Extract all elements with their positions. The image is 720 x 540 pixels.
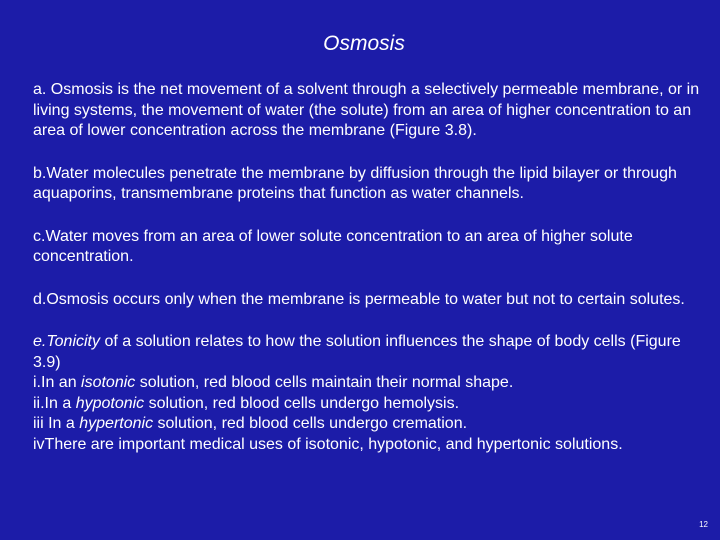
slide-body: [33, 80, 703, 477]
tonicity-item-text: solution, red blood cells undergo cremation.: [153, 415, 468, 432]
tonicity-item-medical-uses: [33, 435, 703, 456]
tonicity-term: Tonicity: [46, 333, 100, 350]
paragraph-c-text: c.Water moves from an area of lower solute concentration to an area of higher solute concentration.: [33, 227, 633, 265]
paragraph-a-text: a. Osmosis is the net movement of a solvent through a selectively permeable membrane, or in living systems, the movement of water (the solute) from an area of higher concentration to an area of lower concentration across the membrane (Figure 3.8).: [33, 81, 700, 139]
slide-title: Osmosis: [323, 32, 405, 55]
paragraph-d-text: d.Osmosis occurs only when the membrane is permeable to water but not to certain solutes.: [33, 290, 685, 308]
paragraph-c: [33, 227, 703, 268]
tonicity-item-hypertonic: [33, 414, 703, 435]
tonicity-item-hypotonic: [33, 394, 703, 415]
paragraph-e-tonicity: [33, 332, 703, 455]
tonicity-item-text: solution, red blood cells maintain their normal shape.: [135, 374, 514, 391]
tonicity-item-isotonic: [33, 373, 703, 394]
paragraph-b: [33, 164, 703, 205]
tonicity-intro: [33, 332, 703, 373]
tonicity-item-prefix: ivThere are important medical uses of isotonic, hypotonic, and hypertonic solutions.: [33, 435, 623, 453]
tonicity-item-term: isotonic: [81, 374, 136, 391]
tonicity-text: of a solution relates to how the solution influences the shape of body cells (Figure 3.9): [33, 333, 681, 371]
tonicity-label-prefix: e.: [33, 333, 47, 350]
tonicity-item-term: hypertonic: [79, 415, 154, 432]
paragraph-b-text: b.Water molecules penetrate the membrane by diffusion through the lipid bilayer or through aquaporins, transmembrane proteins that function as water channels.: [33, 164, 677, 202]
tonicity-item-term: hypotonic: [75, 394, 145, 412]
tonicity-item-prefix: iii In a: [33, 415, 80, 432]
tonicity-item-text: solution, red blood cells undergo hemolysis.: [144, 394, 460, 412]
slide-number: 12: [699, 520, 708, 529]
paragraph-d: [33, 290, 703, 311]
tonicity-item-prefix: i.In an: [33, 374, 82, 391]
paragraph-a: [33, 80, 703, 142]
tonicity-item-prefix: ii.In a: [33, 394, 76, 412]
